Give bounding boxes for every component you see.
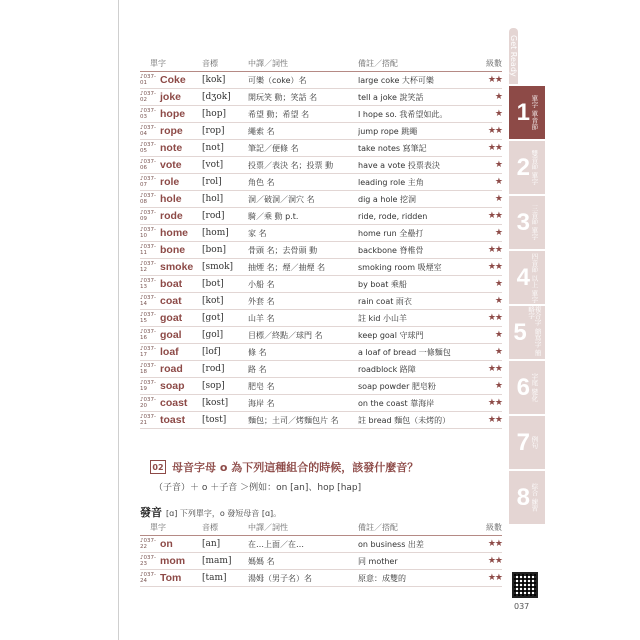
level-stars: ★★: [487, 364, 502, 374]
table-row: [140, 276, 502, 293]
header-word: 單字: [150, 523, 166, 532]
translation: 希望 動；希望 名: [248, 109, 310, 119]
table-row: [140, 327, 502, 344]
tab-label: 字尾 變化: [530, 373, 539, 402]
translation: 骨頭 名；去骨頭 動: [248, 245, 318, 255]
note: tell a joke 說笑話: [358, 92, 424, 102]
note: I hope so. 我希望如此。: [358, 109, 448, 119]
tab-label: 雙音節 單字: [530, 150, 539, 185]
note: 原意：成雙的: [358, 573, 406, 583]
phonetic: [hom]: [202, 228, 229, 238]
tab-number: 1: [516, 98, 530, 126]
question-number: 02: [150, 460, 166, 474]
vocab-word: soap: [160, 380, 185, 392]
vocab-word: toast: [160, 414, 186, 426]
vocab-word: vote: [160, 159, 182, 171]
table-row: [140, 378, 502, 395]
translation: 肥皂 名: [248, 381, 275, 391]
vocab-word: loaf: [160, 346, 179, 358]
audio-track-number[interactable]: ♪037-03: [140, 108, 156, 120]
translation: 角色 名: [248, 177, 275, 187]
vocab-word: rode: [160, 210, 183, 222]
header-word: 單字: [150, 59, 166, 68]
translation: 洞／破洞／洞穴 名: [248, 194, 315, 204]
table-row: [140, 208, 502, 225]
level-stars: ★★: [487, 245, 502, 255]
audio-track-number[interactable]: ♪037-12: [140, 261, 156, 273]
table-row: [140, 395, 502, 412]
table-body: [140, 72, 502, 429]
note: on the coast 靠海岸: [358, 398, 435, 408]
audio-track-number[interactable]: ♪037-13: [140, 278, 156, 290]
phonetic: [gol]: [202, 330, 224, 340]
level-stars: ★: [494, 194, 502, 204]
audio-track-number[interactable]: ♪037-19: [140, 380, 156, 392]
audio-track-number[interactable]: ♪037-21: [140, 414, 156, 426]
table-row: [140, 536, 502, 553]
note: backbone 脊椎骨: [358, 245, 424, 255]
translation: 小船 名: [248, 279, 275, 289]
audio-track-number[interactable]: ♪037-07: [140, 176, 156, 188]
level-stars: ★★: [487, 262, 502, 272]
translation: 筆記／便條 名: [248, 143, 299, 153]
header-zh: 中譯／詞性: [248, 59, 288, 68]
chapter-tab-8[interactable]: [509, 471, 545, 524]
phonetic: [kot]: [202, 296, 224, 306]
note: 註 bread 麵包（未烤的）: [358, 415, 451, 425]
header-ipa: 音標: [202, 523, 218, 532]
translation: 可樂（coke）名: [248, 75, 307, 85]
vocab-word: role: [160, 176, 180, 188]
header-ipa: 音標: [202, 59, 218, 68]
level-stars: ★★: [487, 539, 502, 549]
note: ride, rode, ridden: [358, 211, 428, 221]
vocab-word: goal: [160, 329, 182, 341]
translation: 麵包；土司／烤麵包片 名: [248, 415, 339, 425]
chapter-tab-2[interactable]: [509, 141, 545, 194]
audio-track-number[interactable]: ♪037-23: [140, 555, 156, 567]
tab-list: [509, 86, 545, 524]
phonetic: [sop]: [202, 381, 225, 391]
vocab-word: goat: [160, 312, 183, 324]
table-row: [140, 89, 502, 106]
phonetic: [rol]: [202, 177, 222, 187]
vocab-word: smoke: [160, 261, 194, 273]
note: jump rope 跳繩: [358, 126, 418, 136]
header-note: 備註／搭配: [358, 523, 398, 532]
note: have a vote 投票表決: [358, 160, 440, 170]
phonetic: [kok]: [202, 75, 226, 85]
header-level: 級數: [486, 523, 502, 532]
phonetic: [dʒok]: [202, 92, 231, 102]
phonetic: [smok]: [202, 262, 234, 272]
level-stars: ★: [494, 228, 502, 238]
table-row: [140, 310, 502, 327]
audio-track-number[interactable]: ♪037-16: [140, 329, 156, 341]
translation: 家 名: [248, 228, 267, 238]
header-zh: 中譯／詞性: [248, 523, 288, 532]
level-stars: ★: [494, 296, 502, 306]
phonetic: [tam]: [202, 573, 227, 583]
tab-number: 5: [513, 318, 527, 346]
level-stars: ★★: [487, 415, 502, 425]
audio-track-number[interactable]: ♪037-06: [140, 159, 156, 171]
note: leading role 主角: [358, 177, 424, 187]
table-header: [140, 56, 502, 72]
table-row: [140, 361, 502, 378]
question-example: （子音）＋ o ＋子音 ＞例如：on [an]、hop [hap]: [154, 483, 362, 493]
note: home run 全壘打: [358, 228, 424, 238]
table-body: [140, 536, 502, 587]
table-row: [140, 242, 502, 259]
note: 同 mother: [358, 556, 398, 566]
audio-track-number[interactable]: ♪037-01: [140, 74, 156, 86]
phonetic: [bon]: [202, 245, 226, 255]
phonetic: [rod]: [202, 211, 225, 221]
audio-track-number[interactable]: ♪037-14: [140, 295, 156, 307]
phonetic: [kost]: [202, 398, 229, 408]
vocab-word: rope: [160, 125, 183, 137]
note: take notes 寫筆記: [358, 143, 427, 153]
tab-label: 例句: [530, 436, 539, 449]
note: a loaf of bread 一條麵包: [358, 347, 451, 357]
phonetic: [bot]: [202, 279, 224, 289]
audio-track-number[interactable]: ♪037-02: [140, 91, 156, 103]
phonetic: [lof]: [202, 347, 221, 357]
header-note: 備註／搭配: [358, 59, 398, 68]
phonetic: [rod]: [202, 364, 225, 374]
phonetic: [tost]: [202, 415, 227, 425]
vocab-word: mom: [160, 555, 186, 567]
question-heading: [150, 459, 418, 475]
table-row: [140, 106, 502, 123]
audio-track-number[interactable]: ♪037-20: [140, 397, 156, 409]
tab-number: 2: [516, 153, 530, 181]
chapter-tab-1[interactable]: [509, 86, 545, 139]
table-row: [140, 553, 502, 570]
audio-track-number[interactable]: ♪037-10: [140, 227, 156, 239]
chapter-tabs: [509, 28, 545, 524]
level-stars: ★★: [487, 573, 502, 583]
table-row: [140, 157, 502, 174]
page-number: 037: [514, 602, 530, 611]
translation: 湯姆（男子名）名: [248, 573, 312, 583]
header-level: 級數: [486, 59, 502, 68]
vocab-word: coast: [160, 397, 188, 409]
table-row: [140, 123, 502, 140]
vocab-word: bone: [160, 244, 186, 256]
vocab-word: joke: [160, 91, 182, 103]
phonetic: [hop]: [202, 109, 226, 119]
subsection-heading: [140, 504, 281, 520]
table-row: [140, 72, 502, 89]
level-stars: ★: [494, 347, 502, 357]
note: keep goal 守球門: [358, 330, 424, 340]
level-stars: ★★: [487, 143, 502, 153]
audio-track-number[interactable]: ♪037-11: [140, 244, 156, 256]
chapter-tab-5[interactable]: [509, 306, 545, 359]
level-stars: ★★: [487, 313, 502, 323]
chapter-tab-7[interactable]: [509, 416, 545, 469]
audio-track-number[interactable]: ♪037-22: [140, 538, 156, 550]
translation: 外套 名: [248, 296, 275, 306]
vocab-table-2: [140, 520, 502, 587]
note: on business 出差: [358, 539, 424, 549]
tab-label: 複合字 縮寫字 簡略字: [527, 306, 542, 356]
tab-label: 單字 單音節: [530, 95, 539, 130]
level-stars: ★★: [487, 398, 502, 408]
translation: 條 名: [248, 347, 267, 357]
tab-number: 8: [516, 483, 530, 511]
note: rain coat 雨衣: [358, 296, 412, 306]
tab-label: 四音節 以上 單字: [530, 252, 539, 303]
subsection-title: 發音: [140, 506, 162, 519]
translation: 山羊 名: [248, 313, 275, 323]
table-row: [140, 293, 502, 310]
translation: 目標／終點／球門 名: [248, 330, 323, 340]
note: smoking room 吸煙室: [358, 262, 442, 272]
vocab-word: coat: [160, 295, 182, 307]
note: roadblock 路障: [358, 364, 416, 374]
question-text: 母音字母 o 為下列這種組合的時候，該發什麼音？: [172, 461, 419, 474]
table-row: [140, 259, 502, 276]
qr-code-icon[interactable]: [512, 572, 538, 598]
subsection-text: [ɑ] 下列單字，o 發短母音 [ɑ]。: [166, 509, 282, 518]
level-stars: ★: [494, 160, 502, 170]
audio-track-number[interactable]: ♪037-15: [140, 312, 156, 324]
translation: 投票／表決 名；投票 動: [248, 160, 334, 170]
level-stars: ★★: [487, 75, 502, 85]
tab-number: 7: [516, 428, 530, 456]
vocab-word: boat: [160, 278, 183, 290]
translation: 海岸 名: [248, 398, 275, 408]
audio-track-number[interactable]: ♪037-09: [140, 210, 156, 222]
audio-track-number[interactable]: ♪037-04: [140, 125, 156, 137]
tab-label: 綜合 練習: [530, 483, 539, 512]
table-row: [140, 225, 502, 242]
translation: 抽煙 名；煙／抽煙 名: [248, 262, 326, 272]
chapter-tab-4[interactable]: [509, 251, 545, 304]
table-row: [140, 344, 502, 361]
audio-track-number[interactable]: ♪037-24: [140, 572, 156, 584]
level-stars: ★: [494, 92, 502, 102]
vocab-table-1: [140, 56, 502, 429]
level-stars: ★: [494, 177, 502, 187]
level-stars: ★: [494, 330, 502, 340]
vocab-word: hope: [160, 108, 186, 120]
chapter-tab-6[interactable]: [509, 361, 545, 414]
audio-track-number[interactable]: ♪037-05: [140, 142, 156, 154]
vocab-word: hole: [160, 193, 182, 205]
table-header: [140, 520, 502, 536]
table-row: [140, 174, 502, 191]
table-row: [140, 570, 502, 587]
translation: 繩索 名: [248, 126, 275, 136]
translation: 路 名: [248, 364, 267, 374]
table-row: [140, 140, 502, 157]
phonetic: [vot]: [202, 160, 224, 170]
page-gutter-line: [118, 0, 119, 640]
phonetic: [not]: [202, 143, 224, 153]
tab-number: 3: [516, 208, 530, 236]
vocab-word: note: [160, 142, 183, 154]
phonetic: [mam]: [202, 556, 232, 566]
vocab-word: road: [160, 363, 183, 375]
audio-track-number[interactable]: ♪037-17: [140, 346, 156, 358]
level-stars: ★: [494, 109, 502, 119]
tab-number: 6: [516, 373, 530, 401]
vocab-word: home: [160, 227, 189, 239]
tab-number: 4: [516, 263, 530, 291]
level-stars: ★: [494, 279, 502, 289]
note: large coke 大杯可樂: [358, 75, 434, 85]
level-stars: ★★: [487, 126, 502, 136]
note: by boat 乘船: [358, 279, 407, 289]
get-ready-tab[interactable]: Get Ready: [509, 28, 518, 84]
translation: 媽媽 名: [248, 556, 275, 566]
note: soap powder 肥皂粉: [358, 381, 436, 391]
vocab-word: Coke: [160, 74, 186, 86]
phonetic: [an]: [202, 539, 221, 549]
translation: 在…上面／在…: [248, 539, 304, 549]
level-stars: ★★: [487, 211, 502, 221]
translation: 開玩笑 動；笑話 名: [248, 92, 318, 102]
vocab-word: on: [160, 538, 173, 550]
phonetic: [hol]: [202, 194, 224, 204]
phonetic: [rop]: [202, 126, 225, 136]
phonetic: [got]: [202, 313, 224, 323]
tab-label: 三音節 單字: [530, 205, 539, 240]
audio-track-number[interactable]: ♪037-18: [140, 363, 156, 375]
chapter-tab-3[interactable]: [509, 196, 545, 249]
level-stars: ★: [494, 381, 502, 391]
vocab-word: Tom: [160, 572, 182, 584]
audio-track-number[interactable]: ♪037-08: [140, 193, 156, 205]
translation: 騎／乘 動 p.t.: [248, 211, 299, 221]
note: dig a hole 挖洞: [358, 194, 417, 204]
table-row: [140, 412, 502, 429]
note: 註 kid 小山羊: [358, 313, 408, 323]
table-row: [140, 191, 502, 208]
level-stars: ★★: [487, 556, 502, 566]
